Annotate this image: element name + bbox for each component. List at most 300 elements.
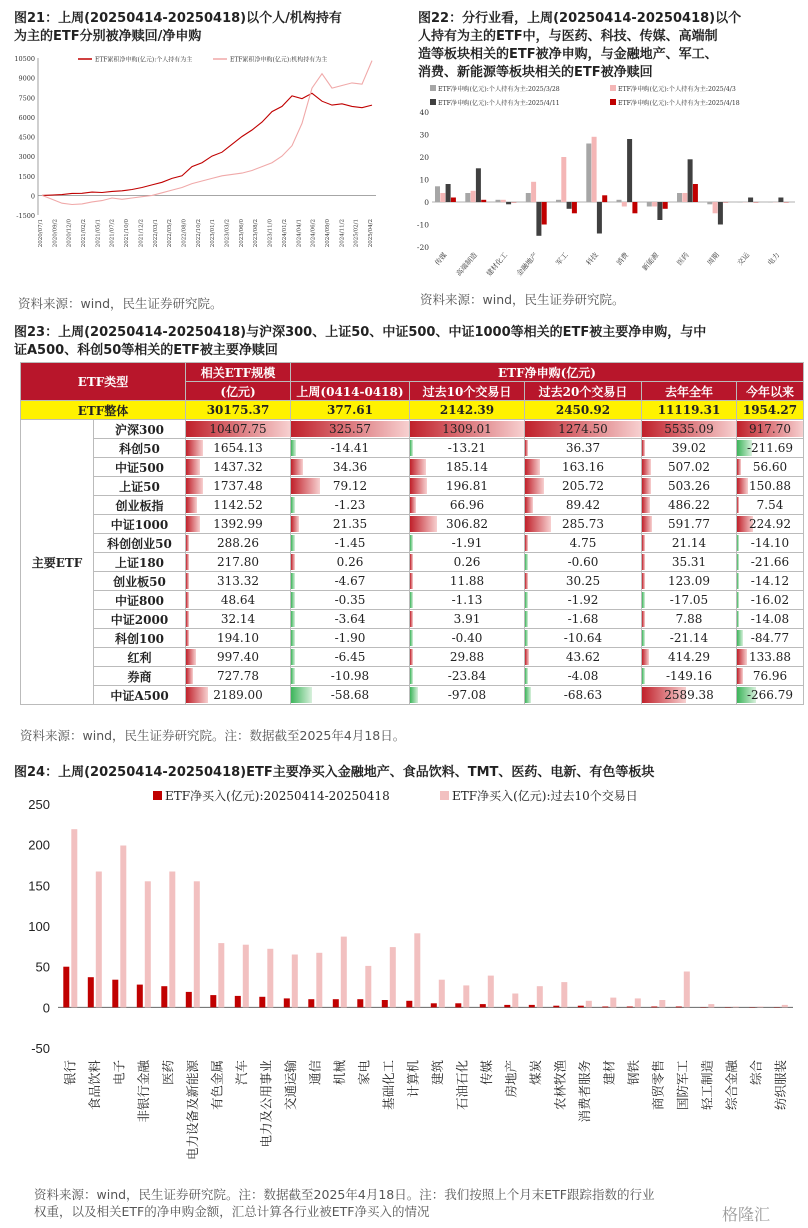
positive-databar [186,535,189,551]
table-row [21,458,804,477]
bar [567,202,572,209]
x-tick-label: 国防军工 [674,1060,690,1111]
bar [71,829,77,1007]
bar [284,998,290,1007]
x-tick-label: 有色金属 [209,1060,225,1111]
value-text: -1.91 [451,536,483,550]
etf-name: 科创50 [94,439,186,458]
value-cell [291,477,410,496]
bar [684,972,690,1008]
total-20d: 2450.92 [525,401,642,420]
value-text: 2589.38 [664,688,714,702]
head-scale-line1: 相关ETF规模 [186,363,291,382]
positive-databar [642,497,650,513]
value-cell [642,629,737,648]
value-text: 2189.00 [213,688,263,702]
bar [553,1006,559,1008]
negative-databar [291,592,295,608]
value-cell [642,572,737,591]
value-text: -23.84 [447,669,487,683]
y-tick-label: 10 [419,175,429,185]
value-cell [186,667,291,686]
negative-databar [737,573,739,589]
bar [659,1000,665,1007]
y-tick-label: 7500 [18,94,35,103]
positive-databar [291,516,299,532]
x-tick-label: 银行 [62,1060,78,1086]
etf-name: 创业板50 [94,572,186,591]
x-tick-label: 2023/11/0 [267,219,274,248]
bar [707,202,712,204]
bar [333,999,339,1007]
positive-databar [642,440,645,456]
y-tick-label: 9000 [18,74,35,83]
positive-databar [642,611,645,627]
x-tick-label: 金融地产 [515,251,540,278]
value-cell [410,667,525,686]
positive-databar [186,516,200,532]
bar [506,202,511,204]
bar [663,202,668,209]
x-tick-label: 通信 [307,1060,323,1086]
etf-name: 中证A500 [94,686,186,705]
y-tick-label: -10 [416,220,429,230]
bar [406,1001,412,1008]
etf-flow-table [20,362,804,705]
bar [778,198,783,203]
x-tick-label: 2021/07/2 [109,219,116,248]
value-text: -1.92 [567,593,599,607]
value-cell [410,591,525,610]
x-tick-label: 2025/02/1 [353,219,360,248]
bar [382,1000,388,1007]
value-text: 79.12 [332,479,368,493]
negative-databar [410,668,413,684]
negative-databar [410,687,418,703]
x-tick-label: 建筑 [429,1060,445,1086]
value-cell [525,629,642,648]
value-cell [525,496,642,515]
value-text: 21.14 [671,536,707,550]
bar [145,881,151,1007]
fig23-source: 资料来源：wind，民生证券研究院。注：数据截至2025年4月18日。 [20,728,406,743]
value-text: -10.64 [563,631,603,645]
positive-databar [410,516,437,532]
bar [536,202,541,236]
value-text: 285.73 [562,517,604,531]
legend-label: ETF净申购(亿元):个人持有为主:2025/4/18 [618,100,740,107]
bar [480,1004,486,1007]
bar [561,982,567,1007]
head-col-20d: 过去20个交易日 [525,382,642,401]
value-cell [186,477,291,496]
value-text: 1737.48 [213,479,263,493]
negative-databar [525,687,531,703]
x-tick-label: 2023/06/0 [238,219,245,248]
value-text: 4.75 [569,536,597,550]
head-col-week: 上周(0414-0418) [291,382,410,401]
negative-databar [642,668,645,684]
bar [137,985,143,1008]
bar [88,977,94,1007]
negative-databar [737,592,739,608]
value-cell [525,534,642,553]
x-tick-label: 2021/02/2 [81,219,88,248]
value-text: 7.54 [756,498,784,512]
bar [496,200,501,202]
x-tick-label: 电子 [111,1060,127,1086]
positive-databar [410,478,427,494]
value-cell [410,610,525,629]
table-row [21,610,804,629]
positive-databar [525,516,551,532]
value-text: 163.16 [562,460,604,474]
watermark-logo: 格隆汇 [722,1205,771,1224]
positive-databar [186,649,196,665]
positive-databar [186,554,189,570]
fig21-title-line2: 为主的ETF分别被净赎回/净申购 [14,29,202,44]
value-cell [186,534,291,553]
value-cell [291,458,410,477]
y-tick-label: -1500 [16,212,35,220]
x-tick-label: 基础化工 [380,1060,396,1111]
negative-databar [410,592,413,608]
value-cell [410,648,525,667]
x-tick-label: 计算机 [405,1060,421,1098]
head-flow-group: ETF净申购(亿元) [291,363,804,382]
etf-name: 科创100 [94,629,186,648]
value-text: 5535.09 [664,422,714,436]
x-tick-label: 家电 [356,1060,372,1086]
value-text: -84.77 [750,631,790,645]
x-tick-label: 食品饮料 [86,1060,102,1111]
positive-databar [642,573,645,589]
value-text: 66.96 [449,498,485,512]
value-cell [410,496,525,515]
x-tick-label: 综合金融 [723,1060,739,1111]
positive-databar [737,497,739,513]
table-row [21,572,804,591]
value-text: -0.60 [567,555,599,569]
value-text: -13.21 [447,441,487,455]
positive-databar [186,440,203,456]
negative-databar [525,668,528,684]
x-tick-label: 电力设备及新能源 [184,1060,200,1161]
value-cell [642,496,737,515]
bar [455,1003,461,1007]
bar [537,986,543,1007]
bar [586,1001,592,1008]
x-tick-label: 2021/10/0 [124,219,131,248]
value-cell [186,686,291,705]
bar [676,1007,682,1008]
y-tick-label: 0 [42,1000,50,1016]
table-row [21,477,804,496]
value-text: -1.13 [451,593,483,607]
bar [578,1006,584,1008]
bar [652,202,657,207]
etf-name: 中证2000 [94,610,186,629]
bar [431,1003,437,1007]
x-tick-label: 2020/09/2 [52,219,59,248]
bar [556,200,561,202]
fig21-title [14,10,404,46]
value-text: 917.70 [749,422,791,436]
x-tick-label: 2024/01/2 [281,219,288,248]
negative-databar [525,554,528,570]
fig23-title-line2: 证A500、科创50等相关的ETF被主要净赎回 [14,343,278,358]
x-tick-label: 煤炭 [527,1060,543,1086]
x-tick-label: 高端制造 [454,251,479,278]
table-row [21,667,804,686]
value-cell [642,591,737,610]
x-tick-label: 周期 [705,251,721,268]
positive-databar [737,459,741,475]
y-tick-label: 30 [419,130,429,140]
table-row [21,629,804,648]
table-row [21,496,804,515]
value-text: 1309.01 [442,422,492,436]
negative-databar [737,611,739,627]
value-cell [525,572,642,591]
x-tick-label: 2022/05/2 [167,219,174,248]
table-row [21,420,804,439]
fig22-title-line1: 图22：分行业看，上周(20250414-20250418)以个 [418,11,742,26]
positive-databar [186,573,189,589]
y-tick-label: 3000 [18,153,35,162]
value-cell [642,458,737,477]
bar [531,182,536,202]
negative-databar [525,592,528,608]
fig22-bar-chart [410,84,805,284]
x-tick-label: 2020/07/1 [38,219,44,248]
legend-label: ETF累积净申购(亿元):个人持有为主 [95,56,193,64]
x-tick-label: 2022/03/1 [152,219,159,248]
value-text: 205.72 [562,479,604,493]
bar [733,1007,739,1008]
value-cell [737,477,804,496]
fig24-source-line1: 资料来源：wind，民生证券研究院。注：数据截至2025年4月18日。注：我们按照上个月末ETF跟踪指数的行业 [34,1187,655,1202]
value-cell [186,420,291,439]
positive-databar [642,516,652,532]
fig24-bar-chart [8,786,803,1181]
value-text: 36.37 [565,441,601,455]
value-cell [186,439,291,458]
x-tick-label: 2024/06/2 [310,219,317,248]
x-tick-label: 军工 [554,251,570,268]
fig22-source: 资料来源：wind，民生证券研究院。 [420,292,625,307]
bar [632,202,637,213]
negative-databar [410,630,413,646]
positive-databar [186,459,200,475]
x-tick-label: 机械 [331,1060,347,1086]
bar [782,1005,788,1007]
value-cell [525,477,642,496]
value-text: 325.57 [329,422,371,436]
etf-name: 中证500 [94,458,186,477]
value-cell [642,686,737,705]
x-tick-label: 钢铁 [625,1060,641,1086]
legend-label: ETF净申购(亿元):个人持有为主:2025/4/3 [618,86,736,93]
bar [718,202,723,225]
etf-name: 券商 [94,667,186,686]
value-text: -14.12 [750,574,790,588]
bar [465,193,470,202]
bar [112,980,118,1008]
bar [96,872,102,1008]
value-text: 35.31 [671,555,707,569]
value-cell [291,686,410,705]
fig23-table-wrap [20,362,804,705]
bar [292,955,298,1008]
negative-databar [737,630,743,646]
bar [602,195,607,202]
etf-name: 创业板指 [94,496,186,515]
value-cell [291,648,410,667]
x-tick-label: 轻工制造 [699,1060,715,1111]
bar [267,949,273,1008]
negative-databar [410,535,413,551]
negative-databar [642,630,645,646]
value-text: 217.80 [217,555,259,569]
positive-databar [525,535,528,551]
value-cell [525,515,642,534]
x-tick-label: 2020/12/0 [66,219,73,248]
value-text: 591.77 [668,517,710,531]
fig21-source: 资料来源：wind，民生证券研究院。 [18,296,223,311]
value-text: -1.23 [334,498,366,512]
value-cell [186,553,291,572]
fig21-title-line1: 图21：上周(20250414-20250418)以个人/机构持有 [14,11,342,26]
y-tick-label: 10500 [14,55,35,63]
table-row [21,515,804,534]
positive-databar [410,554,413,570]
value-text: 32.14 [220,612,256,626]
x-tick-label: 2023/03/2 [224,219,231,248]
value-text: -21.14 [669,631,709,645]
positive-databar [410,573,413,589]
value-cell [737,686,804,705]
bar [501,200,506,202]
value-text: -3.64 [334,612,366,626]
value-cell [410,534,525,553]
value-cell [642,610,737,629]
value-text: -1.45 [334,536,366,550]
value-text: 0.26 [453,555,481,569]
positive-databar [410,497,416,513]
value-text: 76.96 [752,669,788,683]
etf-name: 沪深300 [94,420,186,439]
bar [365,966,371,1008]
value-text: -266.79 [746,688,794,702]
value-cell [186,572,291,591]
positive-databar [186,592,189,608]
bar [748,198,753,203]
value-text: 997.40 [217,650,259,664]
x-tick-label: 农林牧渔 [552,1060,568,1111]
value-text: 1392.99 [213,517,263,531]
value-text: -211.69 [746,441,794,455]
bar [414,933,420,1007]
x-tick-label: 汽车 [233,1060,249,1086]
value-cell [186,610,291,629]
etf-name: 科创创业50 [94,534,186,553]
negative-databar [291,611,295,627]
value-text: 196.81 [446,479,488,493]
value-cell [642,534,737,553]
fig22-title [418,10,798,82]
value-cell [737,553,804,572]
total-scale: 30175.37 [186,401,291,420]
value-text: 1274.50 [558,422,608,436]
value-cell [525,610,642,629]
bar [757,1007,763,1008]
x-tick-label: 医药 [160,1060,176,1086]
table-row [21,648,804,667]
x-tick-label: 2023/08/2 [253,219,260,248]
value-text: 507.02 [668,460,710,474]
bar [169,872,175,1008]
negative-databar [642,592,645,608]
x-tick-label: 建材化工 [485,251,510,278]
value-text: 194.10 [217,631,259,645]
value-cell [291,420,410,439]
bar [602,1007,608,1008]
value-cell [291,629,410,648]
value-cell [291,553,410,572]
bar [597,202,602,234]
value-text: 306.82 [446,517,488,531]
legend-swatch [153,791,162,800]
bar [622,202,627,207]
negative-databar [291,630,295,646]
value-cell [642,420,737,439]
legend-label: ETF净申购(亿元):个人持有为主:2025/4/11 [438,100,560,107]
bar [186,992,192,1008]
fig22-title-line2: 人持有为主的ETF中，与医药、科技、传媒、高端制 [418,29,718,44]
value-cell [291,439,410,458]
value-cell [410,686,525,705]
y-tick-label: 250 [28,797,50,812]
y-tick-label: 20 [419,153,429,162]
value-cell [737,572,804,591]
value-text: 414.29 [668,650,710,664]
table-row [21,591,804,610]
series-line-institution [42,61,372,205]
value-text: -149.16 [665,669,713,683]
value-cell [291,496,410,515]
group-label: 主要ETF [21,420,94,705]
fig21-line-chart [8,50,398,285]
value-cell [525,686,642,705]
legend-swatch [610,85,616,91]
value-cell [291,610,410,629]
x-tick-label: 纺织服装 [772,1060,788,1111]
value-cell [525,458,642,477]
value-cell [737,439,804,458]
total-ytd: 1954.27 [737,401,804,420]
fig22-title-line3: 造等板块相关的ETF被净申购，与金融地产、军工、 [418,47,718,62]
y-tick-label: 6000 [18,113,35,122]
value-cell [186,629,291,648]
negative-databar [291,573,295,589]
y-tick-label: 40 [419,108,429,117]
x-tick-label: 传媒 [478,1060,494,1086]
legend-swatch [430,85,436,91]
value-cell [525,553,642,572]
value-cell [525,439,642,458]
value-cell [737,420,804,439]
